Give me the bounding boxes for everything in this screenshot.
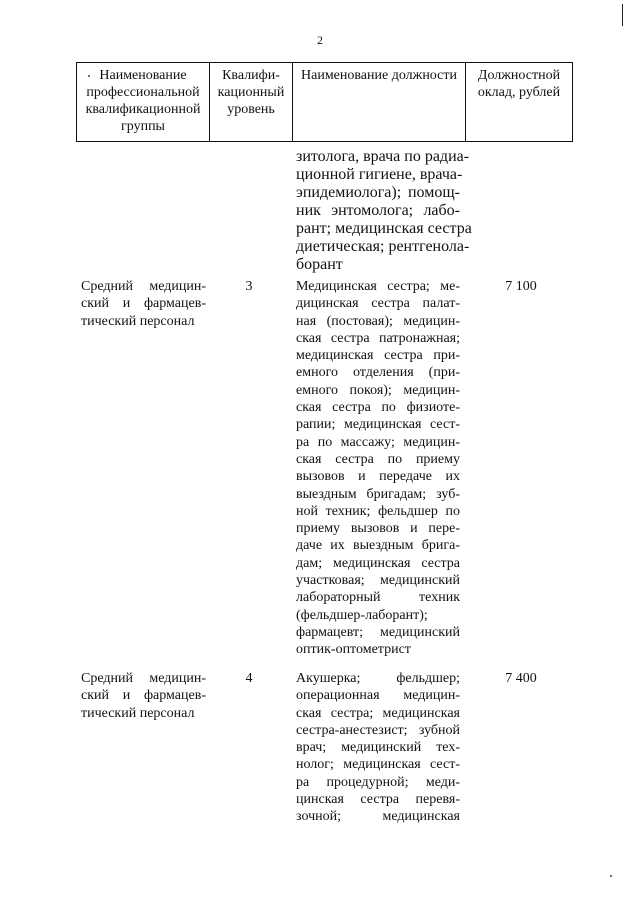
text-line: ра по массажу; медицин- (296, 434, 460, 450)
text-line: цинская сестра перевя- (296, 792, 460, 808)
text-line: сестра-анестезист; зубной (296, 722, 460, 738)
text-line: ский и фармацев- (81, 688, 206, 704)
text-line: рант; медицинская сестра (296, 220, 472, 237)
text-line: дицинская сестра палат- (296, 296, 460, 312)
table-header (76, 62, 573, 142)
text-line: ник энтомолога; лабо- (296, 202, 460, 219)
scan-speck (88, 75, 90, 77)
continued-position-text (296, 148, 472, 274)
text-line: ская сестра по физиоте- (296, 400, 460, 416)
text-line: диетическая; рентгенола- (296, 238, 470, 255)
page-number: 2 (317, 33, 323, 47)
qualification-level: 3 (245, 279, 253, 294)
text-line: дам; медицинская сестра (296, 555, 460, 571)
text-line: емного покоя); медицин- (296, 382, 460, 398)
header-salary: Должностной оклад, рублей (466, 63, 573, 142)
text-line: эпидемиолога); помощ- (296, 184, 460, 201)
text-line: Средний медицин- (81, 279, 206, 294)
text-line: ский и фармацев- (81, 296, 206, 312)
text-line: выездным бригадам; зуб- (296, 486, 460, 502)
text-line: ская сестра патронажная; (296, 330, 460, 346)
qualification-level: 4 (245, 671, 253, 686)
text-line: зитолога, врача по радиа- (296, 148, 470, 165)
text-line: Акушерка; фельдшер; (296, 671, 460, 686)
text-line: фармацевт; медицинский (296, 624, 460, 640)
text-line: рапии; медицинская сест- (296, 417, 460, 433)
text-line: медицинская сестра при- (296, 348, 460, 364)
text-line: ной техник; фельдшер по (296, 503, 460, 519)
text-line: ская сестра по приему (296, 451, 460, 467)
text-line: ная (постовая); медицин- (296, 313, 460, 329)
salary-value: 7 400 (505, 671, 537, 686)
text-line: нолог; медицинская сест- (296, 757, 460, 773)
text-line: операционная медицин- (296, 688, 460, 704)
position-names (296, 278, 460, 659)
text-line: лабораторный техник (296, 590, 460, 606)
qualification-group (81, 278, 206, 330)
text-line: оптик-оптометрист (296, 642, 411, 658)
text-line: борант (296, 256, 343, 273)
text-line: вызовов и передаче их (296, 469, 460, 485)
text-line: зочной; медицинская (296, 809, 460, 825)
text-line: даче их выездным брига- (296, 538, 460, 554)
text-line: врач; медицинский тех- (296, 740, 460, 756)
text-line: (фельдшер-лаборант); (296, 607, 428, 623)
text-line: Медицинская сестра; ме- (296, 279, 460, 294)
header-position-name: Наименование должности (293, 63, 466, 142)
text-line: участковая; медицинский (296, 573, 460, 589)
scan-mark (622, 4, 623, 26)
header-qualification-level: Квалифи-кационный уровень (210, 63, 293, 142)
text-line: тический персонал (81, 705, 195, 721)
text-line: ская сестра; медицинская (296, 705, 460, 721)
text-line: тический персонал (81, 313, 195, 329)
position-names (296, 670, 460, 826)
text-line: ра процедурной; меди- (296, 774, 460, 790)
text-line: ционной гигиене, врача- (296, 166, 463, 183)
salary-value: 7 100 (505, 279, 537, 294)
text-line: приему вызовов и пере- (296, 521, 460, 537)
qualification-group (81, 670, 206, 722)
text-line: Средний медицин- (81, 671, 206, 686)
text-line: емного отделения (при- (296, 365, 460, 381)
header-qualification-group: Наименование профессиональной квалификационной группы (77, 63, 210, 142)
scan-speck (610, 875, 612, 877)
